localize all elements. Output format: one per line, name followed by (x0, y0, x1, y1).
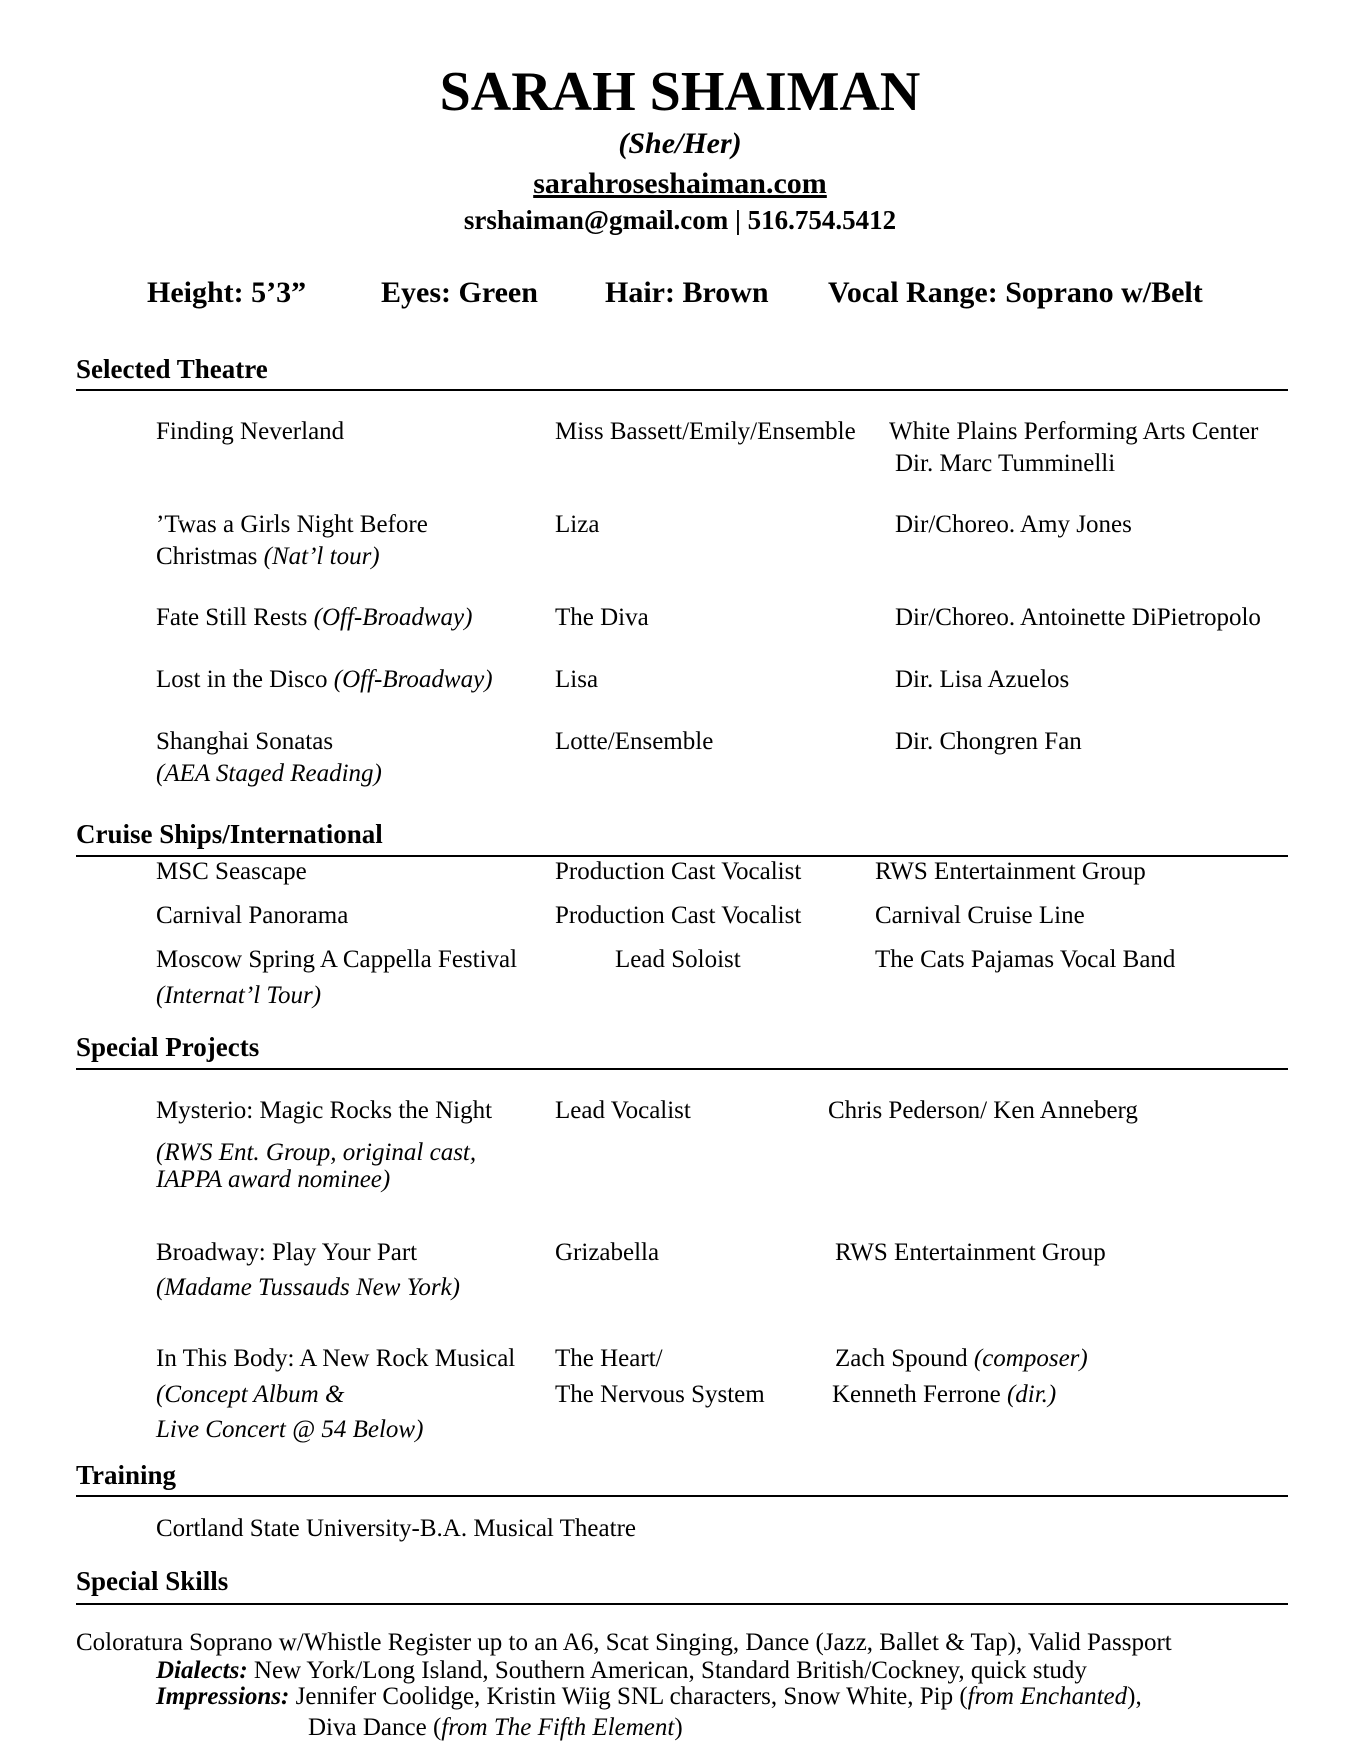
credit-role: Lead Soloist (615, 946, 741, 973)
credit-company: The Cats Pajamas Vocal Band (875, 946, 1176, 973)
stat-height: Height: 5’3” (147, 276, 307, 309)
credit-title: MSC Seascape (156, 858, 307, 885)
credit-note: Live Concert @ 54 Below) (156, 1416, 424, 1443)
credit-company: Kenneth Ferrone (dir.) (832, 1381, 1057, 1408)
credit-role: Lotte/Ensemble (555, 728, 714, 755)
section-heading-theatre: Selected Theatre (76, 354, 268, 384)
credit-director: Dir. Lisa Azuelos (895, 666, 1070, 693)
skills-line: Coloratura Soprano w/Whistle Register up to an A6, Scat Singing, Dance (Jazz, Ballet & Tap), Valid Passport (76, 1629, 1172, 1656)
contact-info: srshaiman@gmail.com | 516.754.5412 (463, 205, 897, 235)
impressions-line-2: Diva Dance (from The Fifth Element) (308, 1714, 683, 1741)
credit-note: IAPPA award nominee) (156, 1166, 391, 1193)
credit-company: RWS Entertainment Group (835, 1239, 1106, 1266)
section-heading-special-projects: Special Projects (76, 1032, 260, 1062)
credit-company: Carnival Cruise Line (875, 902, 1085, 929)
credit-title-line2: Christmas (Nat’l tour) (156, 543, 380, 570)
credit-role: Production Cast Vocalist (555, 902, 802, 929)
credit-role: Production Cast Vocalist (555, 858, 802, 885)
credit-role: The Heart/ (555, 1345, 663, 1372)
credit-role: Grizabella (555, 1239, 660, 1266)
credit-note: (Concept Album & (156, 1381, 345, 1408)
section-divider (76, 1068, 1288, 1070)
credit-note: (RWS Ent. Group, original cast, (156, 1139, 477, 1166)
training-item: Cortland State University-B.A. Musical Theatre (156, 1515, 636, 1542)
credit-note: (AEA Staged Reading) (156, 760, 382, 787)
stat-eyes: Eyes: Green (381, 276, 538, 309)
credit-title: Mysterio: Magic Rocks the Night (156, 1097, 493, 1124)
pronouns: (She/Her) (618, 127, 742, 160)
section-heading-training: Training (76, 1460, 177, 1490)
stat-hair: Hair: Brown (605, 276, 769, 309)
credit-venue: White Plains Performing Arts Center (889, 418, 1259, 445)
dialects-line: Dialects: New York/Long Island, Southern American, Standard British/Cockney, quick study (156, 1657, 1087, 1684)
credit-director: Dir/Choreo. Antoinette DiPietropolo (895, 604, 1261, 631)
credit-title: Moscow Spring A Cappella Festival (156, 946, 518, 973)
credit-note: (Internat’l Tour) (156, 982, 322, 1009)
section-heading-cruise: Cruise Ships/International (76, 819, 383, 849)
credit-title: Lost in the Disco (Off-Broadway) (156, 666, 493, 693)
credit-role: The Nervous System (555, 1381, 765, 1408)
stat-vocal-range: Vocal Range: Soprano w/Belt (828, 276, 1203, 309)
credit-role: Lead Vocalist (555, 1097, 691, 1124)
credit-title: Carnival Panorama (156, 902, 349, 929)
credit-note: (Madame Tussauds New York) (156, 1274, 460, 1301)
credit-company: RWS Entertainment Group (875, 858, 1146, 885)
impressions-line: Impressions: Jennifer Coolidge, Kristin Wiig SNL characters, Snow White, Pip (from Enchanted), (156, 1683, 1142, 1710)
credit-title: In This Body: A New Rock Musical (156, 1345, 516, 1372)
section-divider (76, 1495, 1288, 1497)
credit-role: Lisa (555, 666, 599, 693)
credit-company: Zach Spound (composer) (835, 1345, 1088, 1372)
resume-name: SARAH SHAIMAN (439, 61, 921, 123)
credit-role: Liza (555, 511, 600, 538)
section-divider (76, 1603, 1288, 1605)
credit-company: Chris Pederson/ Ken Anneberg (828, 1097, 1138, 1124)
credit-title: Fate Still Rests (Off-Broadway) (156, 604, 473, 631)
section-heading-special-skills: Special Skills (76, 1566, 229, 1596)
credit-role: The Diva (555, 604, 649, 631)
credit-role: Miss Bassett/Emily/Ensemble (555, 418, 856, 445)
section-divider (76, 389, 1288, 391)
credit-title: Shanghai Sonatas (156, 728, 334, 755)
credit-title: Broadway: Play Your Part (156, 1239, 418, 1266)
credit-director: Dir. Marc Tumminelli (895, 450, 1116, 477)
credit-title: Finding Neverland (156, 418, 345, 445)
credit-director: Dir/Choreo. Amy Jones (895, 511, 1132, 538)
website-link[interactable]: sarahroseshaiman.com (533, 167, 827, 200)
credit-director: Dir. Chongren Fan (895, 728, 1082, 755)
credit-title: ’Twas a Girls Night Before (156, 511, 428, 538)
